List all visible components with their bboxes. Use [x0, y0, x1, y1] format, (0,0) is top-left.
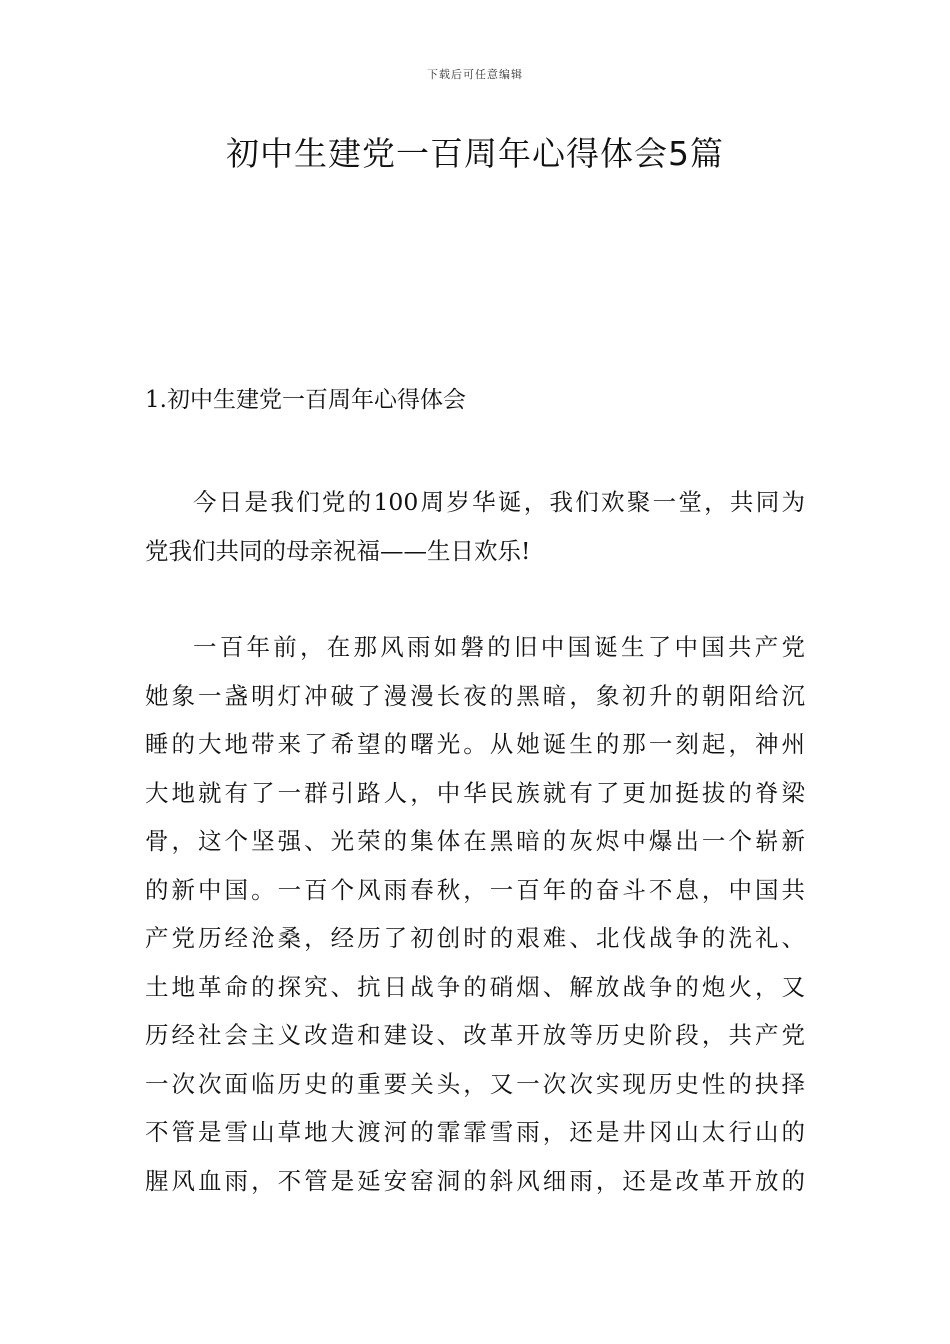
paragraph-line: 的新中国。一百个风雨春秋，一百年的奋斗不息，中国共	[145, 875, 805, 904]
paragraph-line: 腥风血雨，不管是延安窑洞的斜风细雨，还是改革开放的	[145, 1166, 805, 1195]
paragraph-line: 土地革命的探究、抗日战争的硝烟、解放战争的炮火，又	[145, 972, 805, 1001]
paragraph-line: 党我们共同的母亲祝福——生日欢乐!	[145, 536, 531, 565]
paragraph-2	[145, 623, 805, 1205]
paragraph-line: 睡的大地带来了希望的曙光。从她诞生的那一刻起，神州	[145, 730, 805, 758]
document-title: 初中生建党一百周年心得体会5篇	[226, 134, 724, 173]
paragraph-1	[145, 478, 805, 575]
header-note: 下载后可任意编辑	[427, 68, 523, 81]
paragraph-line: 今日是我们党的100周岁华诞，我们欢聚一堂，共同为	[193, 488, 805, 516]
paragraph-line: 她象一盏明灯冲破了漫漫长夜的黑暗，象初升的朝阳给沉	[145, 681, 805, 710]
paragraph-line: 历经社会主义改造和建设、改革开放等历史阶段，共产党	[145, 1021, 805, 1049]
section-heading: 1.初中生建党一百周年心得体会	[145, 387, 466, 413]
paragraph-line: 不管是雪山草地大渡河的霏霏雪雨，还是井冈山太行山的	[145, 1118, 805, 1146]
paragraph-line: 一百年前，在那风雨如磐的旧中国诞生了中国共产党	[193, 633, 805, 661]
paragraph-line: 产党历经沧桑，经历了初创时的艰难、北伐战争的洗礼、	[145, 924, 805, 952]
paragraph-line: 一次次面临历史的重要关头，又一次次实现历史性的抉择	[145, 1069, 805, 1098]
paragraph-line: 骨，这个坚强、光荣的集体在黑暗的灰烬中爆出一个崭新	[145, 827, 805, 855]
paragraph-line: 大地就有了一群引路人，中华民族就有了更加挺拔的脊梁	[145, 778, 805, 807]
